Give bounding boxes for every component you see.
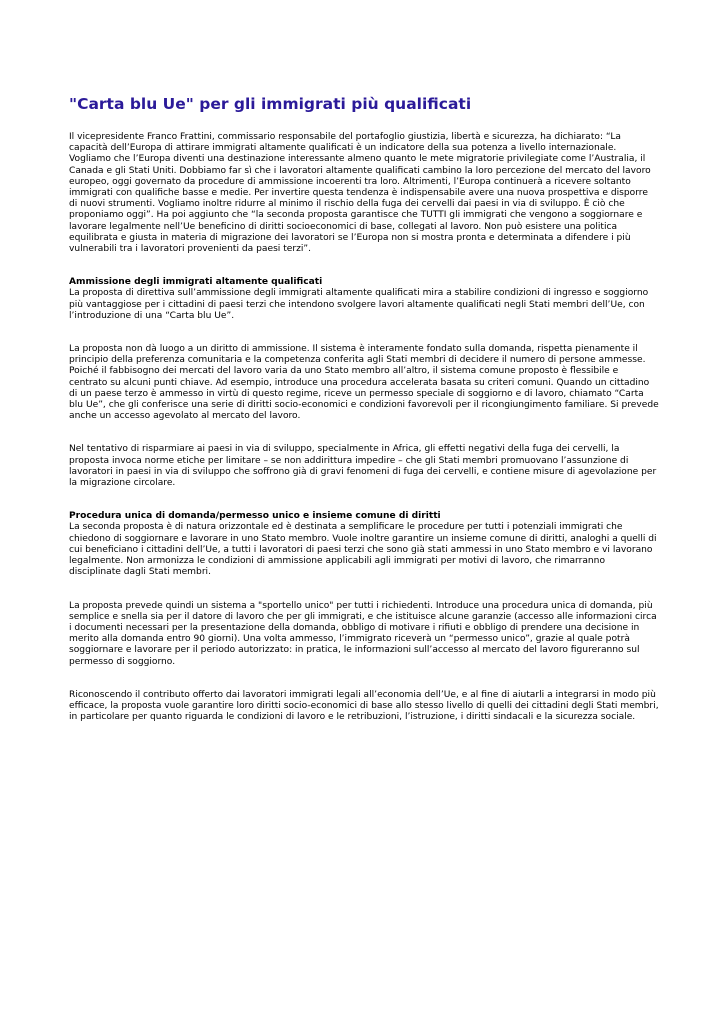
section-paragraph: Nel tentativo di risparmiare ai paesi in via di sviluppo, specialmente in Africa, gli effetti negativi della fuga dei cervelli, la proposta invoca norme etiche per limitare – se non addirittura impedire – che gli Stati membri promuovano l’assunzione di lavoratori in paesi in via di sviluppo che soffrono già di gravi fenomeni di fuga dei cervelli, e contiene misure di agevolazione per la migrazione circolare.	[69, 444, 657, 489]
section-paragraph: La proposta prevede quindi un sistema a "sportello unico" per tutti i richiedenti. Introduce una procedura unica di domanda, più semplice e snella sia per il datore di lavoro che per gli immigrati, e che istituisce alcune garanzie (accesso alle informazioni circa i documenti necessari per la presentazione della domanda, obbligo di motivare i rifiuti e obbligo di prendere una decisione in merito alla domanda entro 90 giorni). Una volta ammesso, l’immigrato riceverà un “permesso unico”, grazie al quale potrà soggiornare e lavorare per il periodo autorizzato: in pratica, le informazioni sull’accesso al mercato del lavoro figureranno sul permesso di soggiorno.	[69, 600, 657, 667]
section-paragraph: La proposta non dà luogo a un diritto di ammissione. Il sistema è interamente fondato sulla domanda, rispetta pienamente il principio della preferenza comunitaria e la competenza conferita agli Stati membri di decidere il numero di persone ammesse. Poiché il fabbisogno dei mercati del lavoro varia da uno Stato membro all’altro, il sistema comune proposto è flessibile e centrato su alcuni punti chiave. Ad esempio, introduce una procedura accelerata basata su criteri comuni. Quando un cittadino di un paese terzo è ammesso in virtù di questo regime, riceve un permesso speciale di soggiorno e di lavoro, chiamato “Carta blu Ue”, che gli conferisce una serie di diritti socio-economici e condizioni favorevoli per il ricongiungimento familiare. Si prevede anche un accesso agevolato al mercato del lavoro.	[69, 344, 659, 422]
section-paragraph: La proposta di direttiva sull’ammissione degli immigrati altamente qualificati mira a stabilire condizioni di ingresso e soggiorno più vantaggiose per i cittadini di paesi terzi che intendono svolgere lavori altamente qualificati negli Stati membri dell’Ue, con l’introduzione di una “Carta blu Ue”.	[69, 288, 649, 321]
section-paragraph: Riconoscendo il contributo offerto dai lavoratori immigrati legali all’economia dell’Ue, e al fine di aiutarli a integrarsi in modo più efficace, la proposta vuole garantire loro diritti socio-economici di base allo stesso livello di quelli dei cittadini degli Stati membri, in particolare per quanto riguarda le condizioni di lavoro e le retribuzioni, l’istruzione, i diritti sindacali e la sicurezza sociale.	[69, 689, 659, 723]
page-title: "Carta blu Ue" per gli immigrati più qualificati	[69, 95, 472, 113]
intro-paragraph: Il vicepresidente Franco Frattini, commissario responsabile del portafoglio giustizia, libertà e sicurezza, ha dichiarato: “La capacità dell’Europa di attirare immigrati altamente qualificati è un indicatore della sua potenza a livello internazionale. Vogliamo che l’Europa diventi una destinazione interessante almeno quanto le mete migratorie privilegiate come l’Australia, il Canada e gli Stati Uniti. Dobbiamo far sì che i lavoratori altamente qualificati cambino la loro percezione del mercato del lavoro europeo, oggi governato da procedure di ammissione incoerenti tra loro. Altrimenti, l’Europa continuerà a ricevere soltanto immigrati con qualifiche basse e medie. Per invertire questa tendenza è indispensabile avere una nuova prospettiva e disporre di nuovi strumenti. Vogliamo inoltre ridurre al minimo il rischio della fuga dei cervelli dai paesi in via di sviluppo. È ciò che proponiamo oggi”. Ha poi aggiunto che “la seconda proposta garantisce che TUTTI gli immigrati che vengono a soggiornare e lavorare legalmente nell’Ue beneficino di diritti socioeconomici di base, collegati al lavoro. Non può esistere una politica equilibrata e giusta in materia di migrazione dei lavoratori se l’Europa non si mostra pronta e determinata a difendere i più vulnerabili tra i lavoratori provenienti da paesi terzi”.	[69, 132, 651, 255]
document-page	[69, 94, 659, 745]
section-heading: Ammissione degli immigrati altamente qualificati	[69, 277, 323, 288]
section-single-permit	[69, 511, 659, 578]
section-heading: Procedura unica di domanda/permesso unico e insieme comune di diritti	[69, 511, 441, 522]
section-high-skilled-admission	[69, 277, 659, 322]
section-paragraph: La seconda proposta è di natura orizzontale ed è destinata a semplificare le procedure per tutti i potenziali immigrati che chiedono di soggiornare e lavorare in uno Stato membro. Vuole inoltre garantire un insieme comune di diritti, analoghi a quelli di cui beneficiano i cittadini dell’Ue, a tutti i lavoratori di paesi terzi che sono già stati ammessi in uno Stato membro e vi lavorano legalmente. Non armonizza le condizioni di ammissione applicabili agli immigrati per motivi di lavoro, che rimarranno disciplinate dagli Stati membri.	[69, 522, 657, 578]
